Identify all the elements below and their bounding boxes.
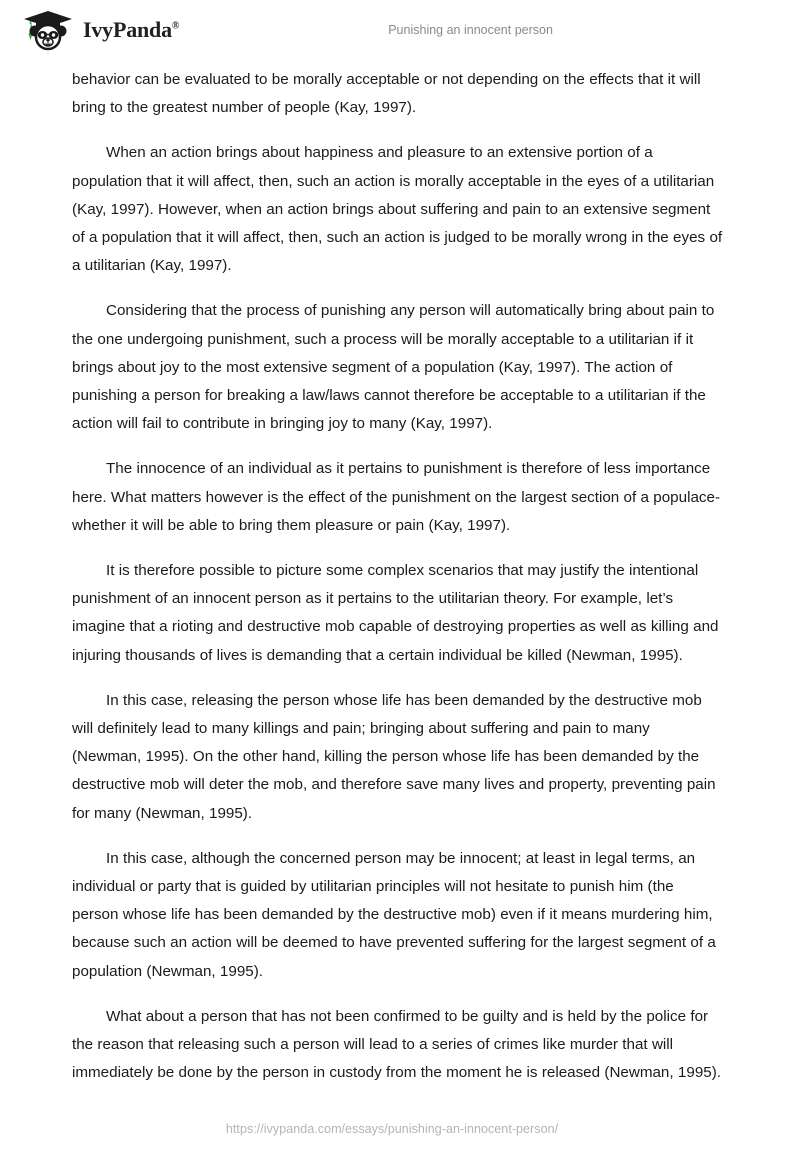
page-header: [0, 0, 800, 60]
paragraph: behavior can be evaluated to be morally acceptable or not depending on the effects that it will bring to the greatest number of people (Kay, 1997).: [72, 71, 701, 117]
document-body: [72, 66, 723, 1105]
paragraph: In this case, although the concerned person may be innocent; at least in legal terms, an individual or party that is guided by utilitarian principles will not hesitate to punish him (the person whose life has been demanded by the destructive mob) even if it means murdering him, because such an action will be deemed to have prevented suffering for the largest segment of a population (Newman, 1995).: [72, 849, 716, 980]
page-footer: [0, 1120, 800, 1138]
source-url[interactable]: https://ivypanda.com/essays/punishing-an-innocent-person/: [225, 1122, 559, 1136]
paragraph: What about a person that has not been confirmed to be guilty and is held by the police for the reason that releasing such a person will lead to a series of crimes like murder that will immediately be done by the person in custody from the moment he is released (Newman, 1995).: [72, 1007, 721, 1082]
paragraph: In this case, releasing the person whose life has been demanded by the destructive mob will definitely lead to many killings and pain; bringing about suffering and pain to many (Newman, 1995). On the other hand, killing the person whose life has been demanded by the destructive mob will deter the mob, and therefore save many lives and property, preventing pain for many (Newman, 1995).: [72, 691, 716, 822]
paragraph: The innocence of an individual as it pertains to punishment is therefore of less importance here. What matters however is the effect of the punishment on the largest section of a populace-whether it will be able to bring them pleasure or pain (Kay, 1997).: [72, 460, 720, 534]
brand-logo[interactable]: [22, 9, 179, 51]
panda-graduate-icon: [22, 9, 74, 51]
running-header-title: Punishing an innocent person: [388, 23, 553, 37]
brand-wordmark: [83, 19, 179, 41]
brand-name-text: IvyPanda: [83, 17, 172, 42]
paragraph: Considering that the process of punishing any person will automatically bring about pain to the one undergoing punishment, such a process will be morally acceptable to a utilitarian if it brings about joy to the most extensive segment of a population (Kay, 1997). The action of punishing a person for breaking a law/laws cannot therefore be acceptable to a utilitarian if the action will fail to contribute in bringing joy to many (Kay, 1997).: [72, 302, 715, 433]
paragraph: It is therefore possible to picture some complex scenarios that may justify the intentional punishment of an innocent person as it pertains to the utilitarian theory. For example, let’s imagine that a rioting and destructive mob capable of destroying properties as well as killing and injuring thousands of lives is demanding that a certain individual be killed (Newman, 1995).: [72, 562, 719, 664]
registered-trademark-symbol: ®: [171, 20, 180, 32]
paragraph: When an action brings about happiness and pleasure to an extensive portion of a population that it will affect, then, such an action is morally acceptable in the eyes of a utilitarian (Kay, 1997). However, when an action brings about suffering and pain to an extensive segment of a population that it will affect, then, such an action is judged to be morally wrong in the eyes of a utilitarian (Kay, 1997).: [72, 144, 723, 275]
